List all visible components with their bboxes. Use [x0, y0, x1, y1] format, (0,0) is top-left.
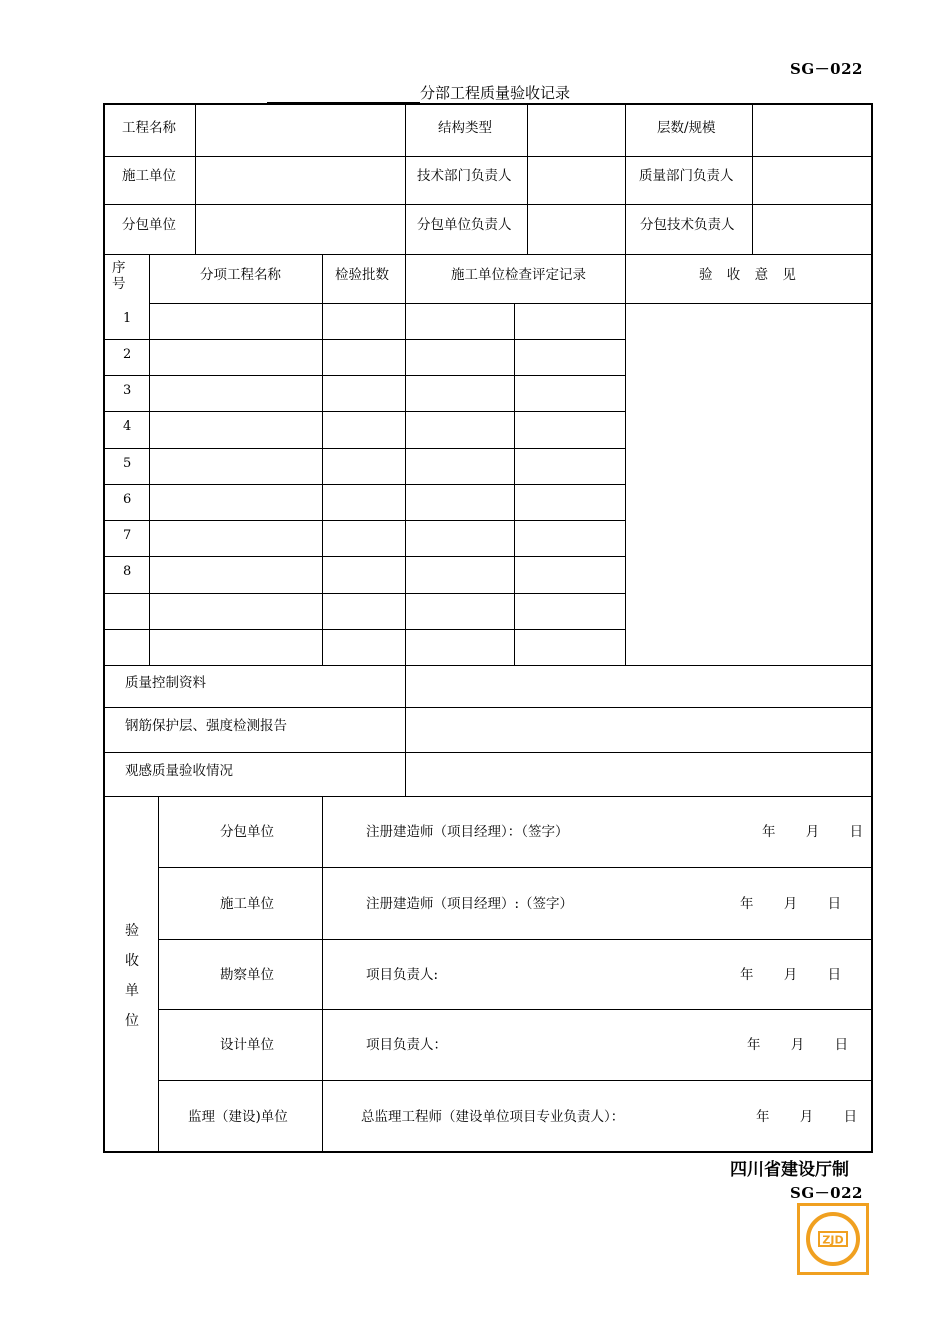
form-code-bottom: SG－022 [790, 1184, 863, 1202]
unit-label: 勘察单位 [220, 967, 274, 983]
unit-signer: 项目负责人： [366, 1037, 447, 1053]
acceptance-char: 单 [125, 983, 139, 999]
label-appearance: 观感质量验收情况 [125, 763, 233, 779]
col-seq-label: 序号 [112, 260, 126, 292]
label-tech-head: 技术部门负责人 [417, 168, 512, 184]
unit-signer: 注册建造师（项目经理）:（签字） [366, 896, 574, 912]
zjd-logo-icon [800, 1206, 866, 1272]
label-project-name: 工程名称 [122, 120, 176, 136]
acceptance-group-label [124, 916, 140, 1036]
footer-org: 四川省建设厅制 [730, 1160, 849, 1180]
row-number: 6 [123, 492, 132, 507]
row-number: 3 [123, 383, 132, 398]
unit-label: 分包单位 [220, 824, 274, 840]
acceptance-char: 位 [125, 1013, 139, 1029]
unit-label: 施工单位 [220, 896, 274, 912]
row-number: 1 [123, 311, 132, 326]
label-structure-type: 结构类型 [438, 120, 492, 136]
label-quality-head: 质量部门负责人 [639, 168, 734, 184]
unit-date: 年 月 日 [740, 967, 842, 983]
unit-label: 设计单位 [220, 1037, 274, 1053]
form-code-top: SG－022 [790, 60, 863, 78]
row-number: 4 [123, 419, 132, 434]
unit-signer: 总监理工程师（建设单位项目专业负责人）： [361, 1109, 625, 1125]
title-blank-line [267, 85, 420, 103]
label-construction-unit: 施工单位 [122, 168, 176, 184]
unit-date: 年 月 日 [762, 824, 864, 840]
col-check-record: 施工单位检查评定记录 [451, 267, 586, 283]
col-seq [112, 260, 130, 303]
label-quality-data: 质量控制资料 [125, 675, 206, 691]
unit-label: 监理（建设)单位 [188, 1109, 288, 1125]
unit-signer: 项目负责人: [366, 967, 439, 983]
label-rebar-report: 钢筋保护层、强度检测报告 [125, 718, 287, 734]
unit-signer: 注册建造师（项目经理）：（签字） [366, 824, 569, 840]
row-number: 8 [123, 564, 132, 579]
row-number: 7 [123, 528, 132, 543]
label-sub-unit: 分包单位 [122, 217, 176, 233]
unit-date: 年 月 日 [747, 1037, 849, 1053]
unit-date: 年 月 日 [756, 1109, 858, 1125]
col-item-name: 分项工程名称 [200, 267, 281, 283]
col-opinion: 验 收 意 见 [699, 267, 796, 283]
logo-text: ZJD [822, 1233, 844, 1247]
label-sub-unit-head: 分包单位负责人 [417, 217, 512, 233]
zjd-logo [797, 1203, 869, 1275]
title-text: 分部工程质量验收记录 [420, 84, 571, 102]
acceptance-char: 收 [125, 953, 139, 969]
form-title [267, 82, 570, 103]
row-number: 5 [123, 456, 132, 471]
row-number: 2 [123, 347, 132, 362]
acceptance-char: 验 [125, 923, 139, 939]
unit-date: 年 月 日 [740, 896, 842, 912]
label-floors-scale: 层数/规模 [657, 120, 716, 136]
form-table [103, 103, 873, 1153]
col-batches: 检验批数 [335, 267, 389, 283]
label-sub-tech-head: 分包技术负责人 [640, 217, 735, 233]
